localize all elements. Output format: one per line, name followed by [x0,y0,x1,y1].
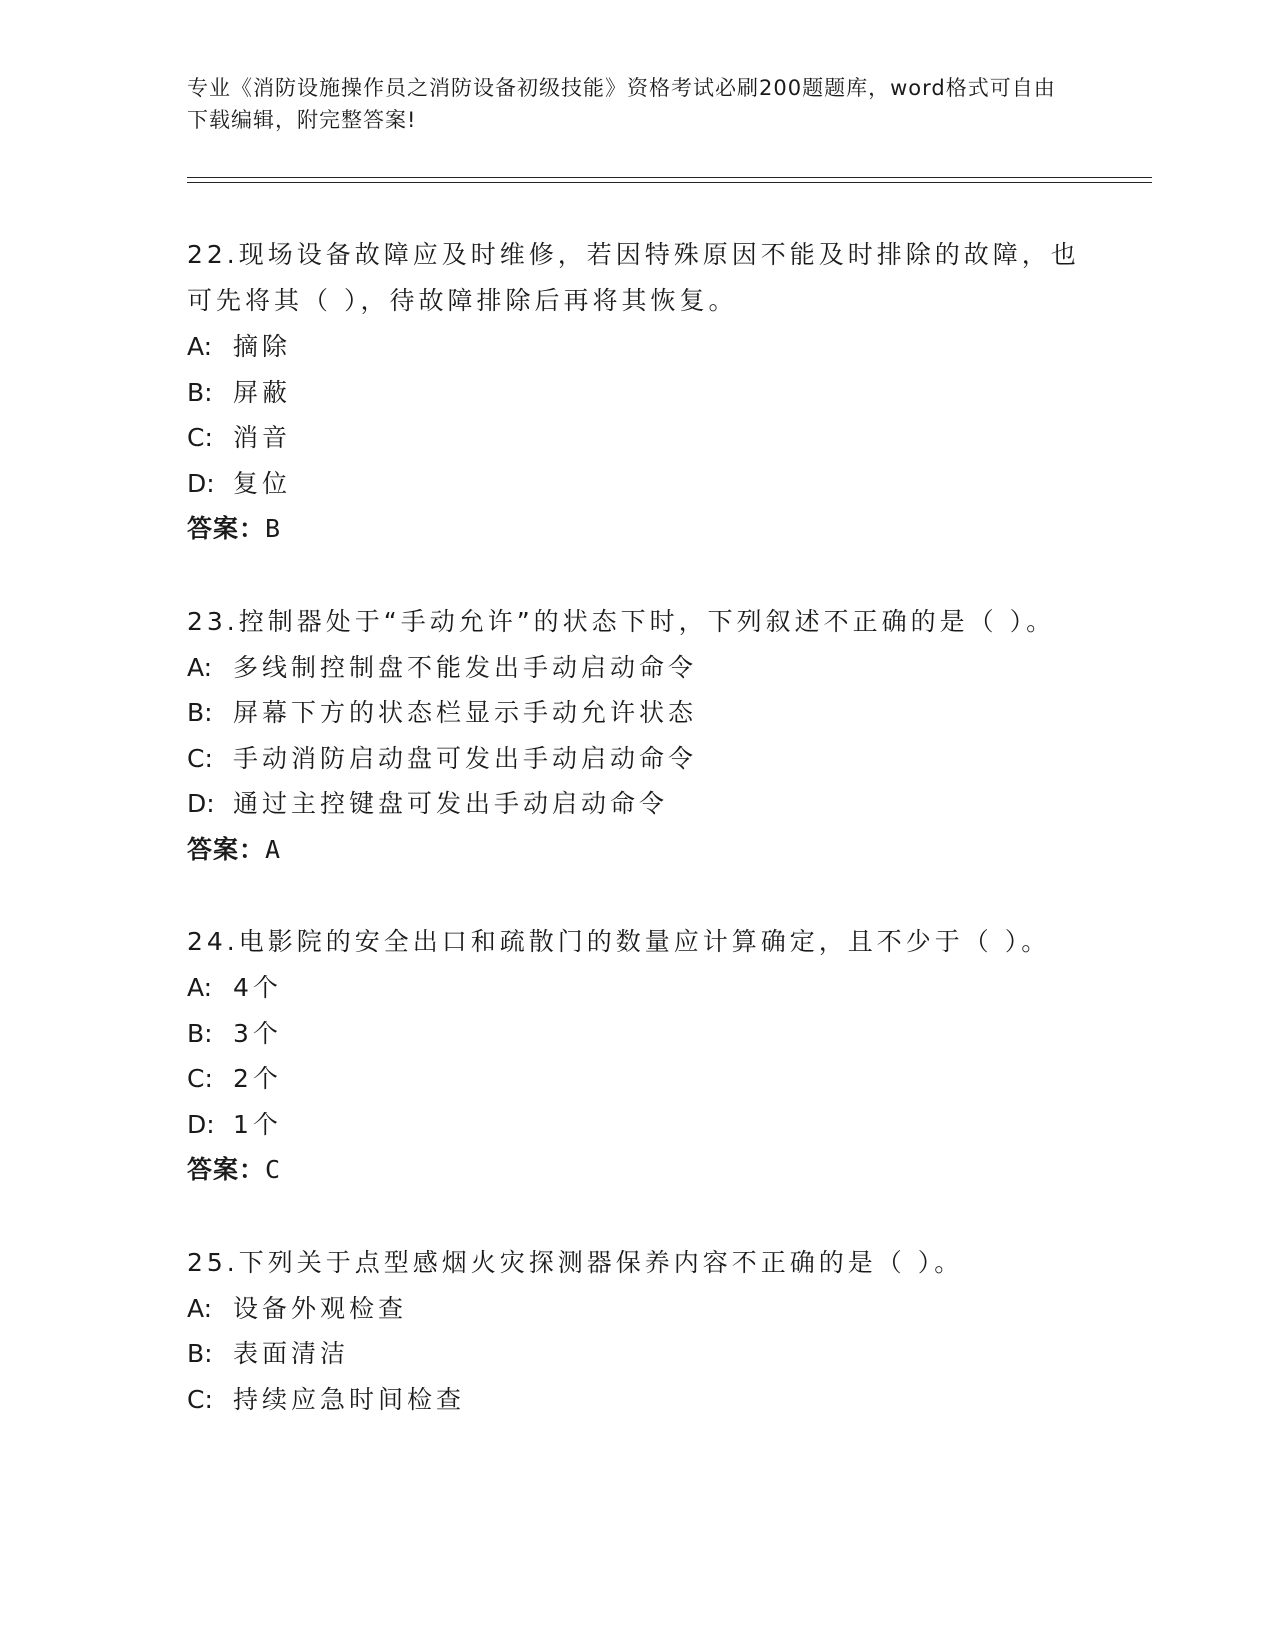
option-letter: B: [187,377,213,407]
question-22 [187,232,1087,552]
answer-line [187,506,1087,552]
option-c [187,1377,1087,1423]
option-text: 屏蔽 [233,377,292,407]
question-stem: 23.控制器处于“手动允许”的状态下时，下列叙述不正确的是（ ）。 [187,606,1056,636]
option-letter: B: [187,698,213,727]
option-letter: A: [187,652,213,682]
answer-label: 答案： [187,1155,266,1184]
option-b [187,1331,1087,1377]
option-letter: B: [187,1339,213,1368]
option-b [187,370,1087,416]
question-25 [187,1240,1087,1423]
option-a [187,324,1087,370]
option-text: 3个 [233,1018,282,1048]
document-header: 专业《消防设施操作员之消防设备初级技能》资格考试必刷200题题库，word格式可自由下载编辑，附完整答案! [187,76,1056,132]
option-letter: A: [187,973,213,1002]
option-text: 设备外观检查 [233,1293,408,1323]
option-text: 4个 [233,973,282,1002]
question-stem: 25.下列关于点型感烟火灾探测器保养内容不正确的是（ ）。 [187,1247,964,1277]
question-24 [187,919,1087,1193]
option-letter: B: [187,1018,213,1048]
option-b [187,1011,1087,1057]
question-list [187,232,1087,1469]
option-letter: C: [187,743,213,773]
option-a [187,965,1087,1011]
option-text: 多线制控制盘不能发出手动启动命令 [233,652,698,682]
question-stem: 22.现场设备故障应及时维修，若因特殊原因不能及时排除的故障，也可先将其（ ），待故障排除后再将其恢复。 [187,240,1080,315]
option-b [187,690,1087,736]
answer-line [187,1147,1087,1193]
option-text: 持续应急时间检查 [233,1384,466,1414]
answer-line [187,827,1087,873]
option-text: 通过主控键盘可发出手动启动命令 [233,789,669,818]
answer-label: 答案： [187,514,266,543]
header-divider-bottom [187,182,1152,183]
option-text: 1个 [233,1109,282,1139]
option-c [187,736,1087,782]
question-23 [187,599,1087,873]
option-text: 摘除 [233,332,292,361]
option-c [187,415,1087,461]
header-divider-top [187,177,1152,178]
option-text: 复位 [233,468,292,498]
answer-value: A [265,834,282,864]
option-c [187,1056,1087,1102]
option-letter: C: [187,1384,213,1414]
answer-value: B [265,514,282,543]
option-d [187,461,1087,507]
option-letter: D: [187,1109,215,1139]
option-text: 消音 [233,423,292,452]
option-a [187,645,1087,691]
option-text: 屏幕下方的状态栏显示手动允许状态 [233,698,698,727]
answer-value: C [265,1155,282,1184]
option-letter: C: [187,1064,213,1093]
option-text: 2个 [233,1064,282,1093]
option-a [187,1286,1087,1332]
option-letter: C: [187,423,213,452]
question-stem: 24.电影院的安全出口和疏散门的数量应计算确定，且不少于（ ）。 [187,927,1051,956]
option-text: 手动消防启动盘可发出手动启动命令 [233,743,698,773]
answer-label: 答案： [187,834,266,864]
option-d [187,1102,1087,1148]
option-letter: A: [187,1293,213,1323]
option-letter: A: [187,332,213,361]
option-letter: D: [187,789,215,818]
option-letter: D: [187,468,215,498]
option-d [187,781,1087,827]
option-text: 表面清洁 [233,1339,350,1368]
